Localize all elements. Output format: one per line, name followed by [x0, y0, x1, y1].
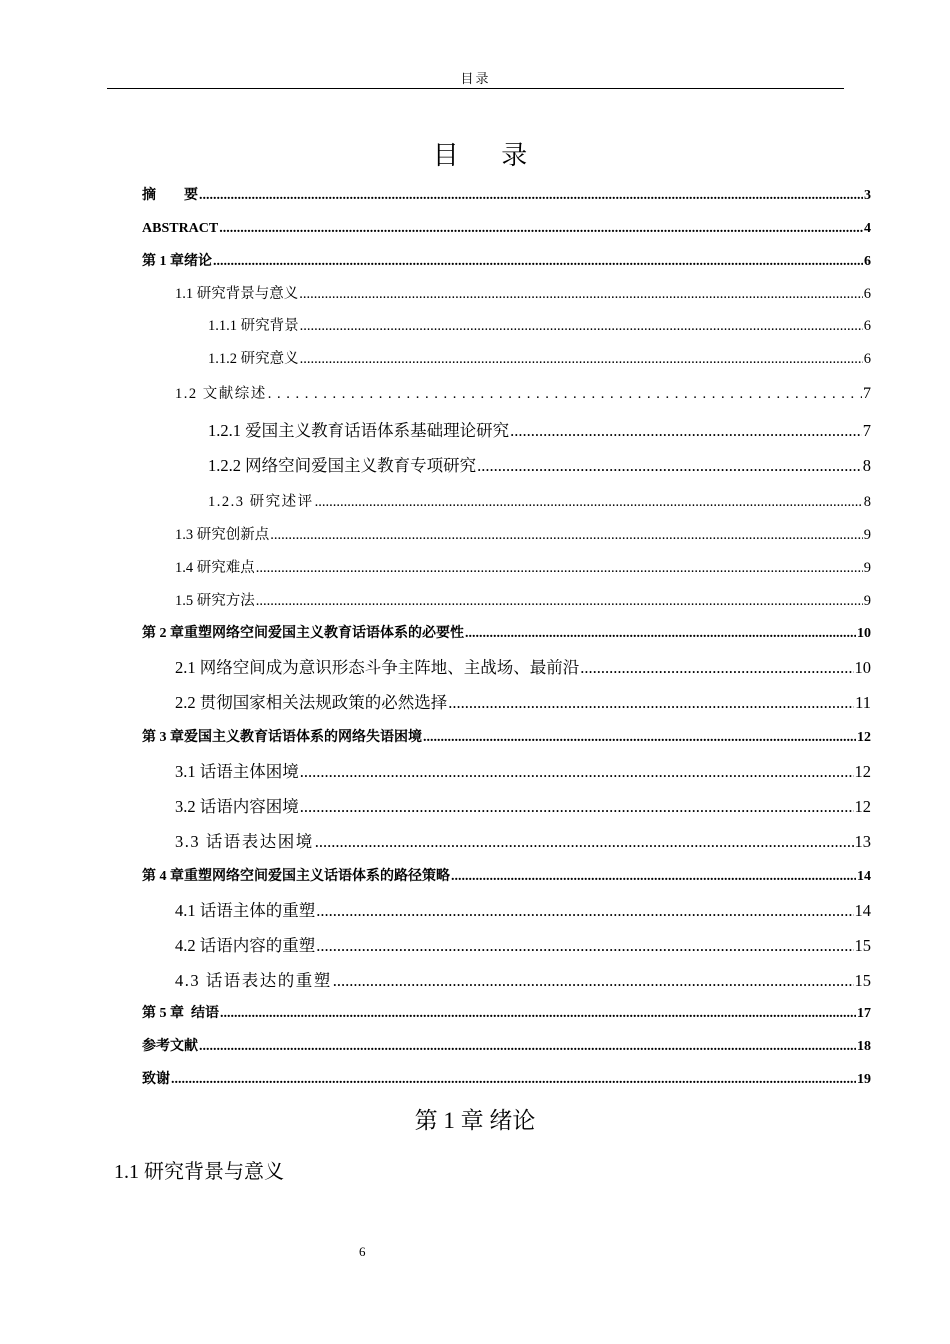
toc-entry-1-3[interactable]: [175, 525, 871, 545]
toc-entry-label: 3.3 话语表达困境: [175, 832, 314, 851]
toc-leader-dots: [219, 219, 863, 239]
toc-entry-label: 4.1 话语主体的重塑: [175, 901, 316, 920]
toc-leader-dots: [171, 1070, 856, 1090]
toc-leader-dots: [256, 591, 863, 611]
toc-leader-dots: [580, 658, 853, 678]
toc-entry-page: 17: [857, 1006, 871, 1021]
toc-entry-label: 摘 要: [142, 188, 198, 203]
running-header-title: 目录: [460, 71, 491, 86]
toc-leader-dots: [213, 252, 863, 272]
toc-leader-dots: [477, 456, 862, 476]
toc-leader-dots: [316, 901, 853, 921]
toc-entry-1-2-2[interactable]: [208, 456, 871, 476]
toc-entry-label: 1.4 研究难点: [175, 560, 255, 576]
toc-entry-label: 1.1.2 研究意义: [208, 351, 299, 367]
toc-entry-label: 3.1 话语主体困境: [175, 762, 299, 781]
running-header: [107, 68, 844, 89]
section-heading: 1.1 研究背景与意义: [114, 1161, 284, 1183]
toc-entry-page: 3: [864, 188, 871, 203]
toc-leader-dots: [220, 1004, 856, 1024]
toc-entry-label: 3.2 话语内容困境: [175, 797, 299, 816]
toc-entry-page: 7: [862, 421, 871, 440]
toc-entry-label: 第 5 章 结语: [142, 1006, 219, 1021]
toc-entry-page: 11: [855, 693, 871, 712]
toc-title: 目 录: [432, 141, 546, 170]
toc-entry-3-1[interactable]: [175, 762, 871, 782]
toc-entry-page: 9: [863, 593, 871, 609]
toc-leader-dots: [300, 349, 863, 369]
toc-entry-chapter-3[interactable]: [142, 728, 871, 748]
toc-entry-page: 9: [863, 527, 871, 543]
toc-leader-dots: [300, 797, 854, 817]
toc-entry-page: 15: [854, 971, 871, 990]
toc-entry-chapter-1[interactable]: [142, 252, 871, 272]
toc-entry-label: 1.1 研究背景与意义: [175, 286, 299, 302]
toc-leader-dots: [299, 284, 863, 304]
toc-entry-page: 12: [854, 762, 871, 781]
toc-entry-label: 致谢: [142, 1072, 170, 1087]
chapter-heading: 第 1 章 绪论: [414, 1108, 536, 1133]
toc-entry-label: 1.2.1 爱国主义教育话语体系基础理论研究: [208, 421, 510, 440]
toc-leader-dots: [300, 316, 863, 336]
toc-leader-dots: [423, 728, 856, 748]
toc-entry-4-3[interactable]: [175, 971, 871, 991]
toc-entry-1-2[interactable]: [175, 384, 871, 404]
toc-entry-label: 2.1 网络空间成为意识形态斗争主阵地、主战场、最前沿: [175, 658, 580, 677]
toc-entry-abstract-cn[interactable]: [142, 186, 871, 206]
toc-entry-page: 12: [857, 730, 871, 745]
toc-entry-label: 4.2 话语内容的重塑: [175, 936, 316, 955]
toc-entry-page: 6: [864, 254, 871, 269]
toc-entry-page: 9: [863, 560, 871, 576]
toc-entry-4-2[interactable]: [175, 936, 871, 956]
toc-entry-page: 7: [863, 385, 871, 402]
toc-entry-label: 1.2.2 网络空间爱国主义教育专项研究: [208, 456, 477, 475]
toc-entry-label: ABSTRACT: [142, 221, 219, 236]
toc-leader-dots: [316, 936, 853, 956]
toc-leader-dots: [315, 832, 854, 852]
toc-entry-label: 1.5 研究方法: [175, 593, 255, 609]
toc-entry-page: 8: [862, 456, 871, 475]
toc-leader-dots: [333, 971, 854, 991]
toc-entry-references[interactable]: [142, 1037, 871, 1057]
toc-leader-dots: [315, 492, 863, 512]
toc-entry-2-1[interactable]: [175, 658, 871, 678]
toc-entry-1-1-2[interactable]: [208, 349, 871, 369]
toc-entry-page: 4: [864, 221, 871, 236]
toc-leader-dots: [465, 624, 856, 644]
toc-leader-dots: [199, 1037, 856, 1057]
toc-entry-1-2-3[interactable]: [208, 492, 871, 512]
toc-entry-page: 19: [857, 1072, 871, 1087]
toc-entry-1-5[interactable]: [175, 591, 871, 611]
toc-entry-1-1[interactable]: [175, 284, 871, 304]
toc-entry-label: 4.3 话语表达的重塑: [175, 971, 332, 990]
toc-entry-page: 6: [863, 286, 871, 302]
toc-entry-page: 6: [863, 351, 871, 367]
toc-entry-chapter-4[interactable]: [142, 867, 871, 887]
toc-entry-2-2[interactable]: [175, 693, 871, 713]
toc-entry-page: 14: [857, 869, 871, 884]
toc-entry-3-2[interactable]: [175, 797, 871, 817]
toc-leader-dots: [268, 384, 862, 404]
toc-entry-page: 10: [854, 658, 871, 677]
toc-entry-acknowledgements[interactable]: [142, 1070, 871, 1090]
toc-entry-page: 12: [854, 797, 871, 816]
toc-entry-page: 8: [863, 494, 871, 510]
toc-entry-page: 15: [854, 936, 871, 955]
toc-entry-1-4[interactable]: [175, 558, 871, 578]
toc-entry-chapter-2[interactable]: [142, 624, 871, 644]
toc-entry-page: 6: [863, 318, 871, 334]
toc-entry-abstract-en[interactable]: [142, 219, 871, 239]
toc-entry-page: 13: [854, 832, 871, 851]
toc-entry-label: 2.2 贯彻国家相关法规政策的必然选择: [175, 693, 448, 712]
toc-entry-label: 第 2 章重塑网络空间爱国主义教育话语体系的必要性: [142, 626, 464, 641]
toc-entry-label: 1.2.3 研究述评: [208, 494, 314, 510]
toc-entry-page: 10: [857, 626, 871, 641]
toc-leader-dots: [300, 762, 854, 782]
toc-entry-label: 参考文献: [142, 1039, 198, 1054]
toc-leader-dots: [510, 421, 862, 441]
toc-entry-4-1[interactable]: [175, 901, 871, 921]
toc-entry-label: 第 3 章爱国主义教育话语体系的网络失语困境: [142, 730, 422, 745]
toc-entry-label: 1.2 文献综述: [175, 386, 267, 402]
toc-entry-label: 第 1 章绪论: [142, 254, 212, 269]
toc-leader-dots: [199, 186, 863, 206]
toc-leader-dots: [448, 693, 854, 713]
toc-leader-dots: [270, 525, 863, 545]
toc-entry-label: 1.1.1 研究背景: [208, 318, 299, 334]
toc-entry-1-2-1[interactable]: [208, 421, 871, 441]
toc-entry-3-3[interactable]: [175, 832, 871, 852]
toc-leader-dots: [256, 558, 863, 578]
toc-entry-label: 第 4 章重塑网络空间爱国主义话语体系的路径策略: [142, 869, 450, 884]
toc-entry-chapter-5[interactable]: [142, 1004, 871, 1024]
toc-leader-dots: [451, 867, 856, 887]
toc-entry-page: 14: [854, 901, 871, 920]
toc-entry-1-1-1[interactable]: [208, 316, 871, 336]
toc-entry-page: 18: [857, 1039, 871, 1054]
toc-entry-label: 1.3 研究创新点: [175, 527, 270, 543]
page-number: 6: [359, 1244, 366, 1259]
